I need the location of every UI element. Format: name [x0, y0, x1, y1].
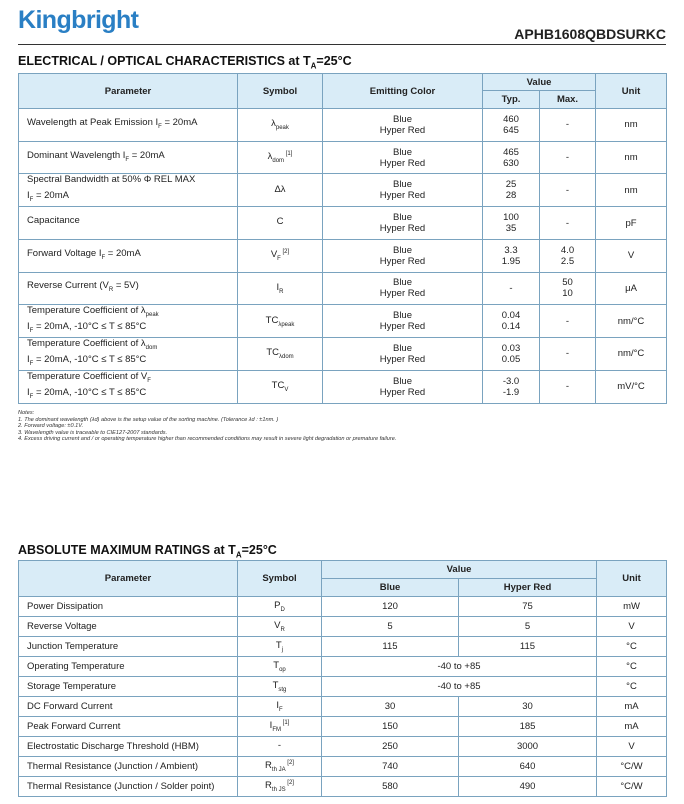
amr-unit-cell: V — [597, 617, 667, 637]
amr-table-row — [19, 717, 667, 737]
eo-max-cell: - — [540, 370, 596, 403]
amr-symbol-cell: $I_F$ — [238, 697, 322, 717]
eo-unit-cell: nm/°C — [596, 338, 667, 371]
header-divider — [18, 44, 666, 45]
eo-typ-cell: 3.3 1.95 — [483, 239, 540, 272]
parameter-line: Dominant Wavelength $I_F = 20mA$ — [27, 149, 165, 163]
eo-unit-cell: V — [596, 239, 667, 272]
eo-header-typ: Typ. — [483, 91, 540, 109]
note-3: 3. Wavelength value is traceable to CIE127-2007 standards. — [18, 429, 168, 436]
eo-table-row — [19, 305, 667, 338]
amr-table-row — [19, 777, 667, 797]
amr-table-row — [19, 697, 667, 717]
eo-typ-cell: 460 645 — [483, 109, 540, 142]
page-header — [18, 4, 666, 44]
eo-max-cell: - — [540, 338, 596, 371]
eo-max-cell: - — [540, 174, 596, 207]
eo-parameter-cell — [19, 370, 238, 403]
eo-header-max: Max. — [540, 91, 596, 109]
eo-color-cell: Blue Hyper Red — [323, 338, 483, 371]
part-number: APHB1608QBDSURKC — [514, 26, 666, 42]
parameter-line: Spectral Bandwidth at 50% Φ REL MAX — [27, 174, 196, 186]
eo-table-row — [19, 174, 667, 207]
eo-color-cell: Blue Hyper Red — [323, 239, 483, 272]
amr-unit-cell: mA — [597, 717, 667, 737]
amr-header-blue: Blue — [322, 579, 459, 597]
amr-header-parameter: Parameter — [19, 561, 238, 597]
eo-header-value: Value — [483, 74, 596, 91]
amr-red-cell: 185 — [459, 717, 597, 737]
amr-blue-cell: 5 — [322, 617, 459, 637]
amr-unit-cell: °C — [597, 637, 667, 657]
eo-parameter-cell — [19, 272, 238, 305]
eo-parameter-cell — [19, 338, 238, 371]
amr-value-merged-cell: -40 to +85 — [322, 677, 597, 697]
parameter-line: Wavelength at Peak Emission $I_F = 20mA$ — [27, 116, 198, 130]
amr-symbol-cell: $I_{FM}$ [1] — [238, 717, 322, 737]
amr-table-row — [19, 597, 667, 617]
amr-blue-cell: 115 — [322, 637, 459, 657]
eo-unit-cell: mV/°C — [596, 370, 667, 403]
parameter-line: Temperature Coefficient of $V_F$ — [27, 370, 151, 384]
eo-color-cell: Blue Hyper Red — [323, 174, 483, 207]
parameter-condition-line: $I_F = 20mA$, -10°C ≤ T ≤ 85°C — [27, 353, 147, 367]
eo-color-cell: Blue Hyper Red — [323, 272, 483, 305]
eo-color-cell: Blue Hyper Red — [323, 109, 483, 142]
eo-typ-cell: 25 28 — [483, 174, 540, 207]
amr-parameter-cell: DC Forward Current — [19, 697, 238, 717]
amr-table-row — [19, 757, 667, 777]
eo-color-cell: Blue Hyper Red — [323, 305, 483, 338]
amr-blue-cell: 740 — [322, 757, 459, 777]
amr-unit-cell: mW — [597, 597, 667, 617]
amr-parameter-cell: Reverse Voltage — [19, 617, 238, 637]
amr-parameter-cell: Power Dissipation — [19, 597, 238, 617]
parameter-condition-line: $I_F = 20mA$ — [27, 190, 69, 204]
amr-red-cell: 3000 — [459, 737, 597, 757]
eo-max-cell: 50 10 — [540, 272, 596, 305]
amr-unit-cell: °C — [597, 677, 667, 697]
eo-typ-cell: 0.04 0.14 — [483, 305, 540, 338]
amr-header-unit: Unit — [597, 561, 667, 597]
eo-parameter-cell — [19, 174, 238, 207]
amr-red-cell: 640 — [459, 757, 597, 777]
amr-symbol-cell: $R_{th JS}$ [2] — [238, 777, 322, 797]
amr-parameter-cell: Thermal Resistance (Junction / Ambient) — [19, 757, 238, 777]
amr-parameter-cell: Storage Temperature — [19, 677, 238, 697]
kingbright-logo: Kingbright — [18, 6, 139, 34]
eo-symbol-cell: Δλ — [238, 174, 323, 207]
eo-typ-cell: - — [483, 272, 540, 305]
eo-symbol-cell: $TC_V$ — [238, 370, 323, 403]
amr-section-title: ABSOLUTE MAXIMUM RATINGS at $T_A=25^\circ C$ — [18, 543, 277, 560]
absolute-maximum-ratings-table — [18, 560, 667, 797]
eo-unit-cell: μA — [596, 272, 667, 305]
parameter-line: Temperature Coefficient of $\lambda_{peak}$ — [27, 305, 159, 319]
amr-table-row — [19, 657, 667, 677]
eo-table-row — [19, 272, 667, 305]
amr-value-merged-cell: -40 to +85 — [322, 657, 597, 677]
note-2: 2. Forward voltage: ±0.1V. — [18, 423, 84, 430]
eo-symbol-cell: $\lambda_{dom}$ [1] — [238, 141, 323, 174]
eo-typ-cell: -3.0 -1.9 — [483, 370, 540, 403]
eo-color-cell: Blue Hyper Red — [323, 141, 483, 174]
eo-symbol-cell: $TC_{\lambda peak}$ — [238, 305, 323, 338]
eo-table-row — [19, 141, 667, 174]
eo-symbol-cell: $V_F$ [2] — [238, 239, 323, 272]
amr-red-cell: 30 — [459, 697, 597, 717]
parameter-line: Forward Voltage $I_F = 20mA$ — [27, 247, 141, 261]
eo-parameter-cell — [19, 141, 238, 174]
eo-table-row — [19, 239, 667, 272]
amr-unit-cell: °C — [597, 657, 667, 677]
eo-table-row — [19, 109, 667, 142]
amr-header-red: Hyper Red — [459, 579, 597, 597]
amr-red-cell: 5 — [459, 617, 597, 637]
parameter-line: Temperature Coefficient of $\lambda_{dom}$ — [27, 338, 158, 351]
amr-symbol-cell: $P_D$ — [238, 597, 322, 617]
eo-header-unit: Unit — [596, 74, 667, 109]
eo-typ-cell: 0.03 0.05 — [483, 338, 540, 371]
eo-max-cell: 4.0 2.5 — [540, 239, 596, 272]
eo-unit-cell: nm/°C — [596, 305, 667, 338]
eo-typ-cell: 100 35 — [483, 207, 540, 240]
eo-characteristics-table — [18, 73, 667, 404]
amr-table-row — [19, 737, 667, 757]
amr-parameter-cell: Junction Temperature — [19, 637, 238, 657]
amr-symbol-cell: $T_{op}$ — [238, 657, 322, 677]
amr-blue-cell: 30 — [322, 697, 459, 717]
eo-header-parameter: Parameter — [19, 74, 238, 109]
eo-section-title: ELECTRICAL / OPTICAL CHARACTERISTICS at $T_A=25^\circ C$ — [18, 54, 352, 71]
eo-header-color: Emitting Color — [323, 74, 483, 109]
eo-max-cell: - — [540, 207, 596, 240]
eo-symbol-cell: $\lambda_{peak}$ — [238, 109, 323, 142]
eo-parameter-cell — [19, 305, 238, 338]
eo-header-symbol: Symbol — [238, 74, 323, 109]
amr-symbol-cell: $T_j$ — [238, 637, 322, 657]
note-heading: Notes: — [18, 410, 35, 416]
amr-unit-cell: V — [597, 737, 667, 757]
eo-unit-cell: nm — [596, 109, 667, 142]
eo-parameter-cell — [19, 109, 238, 142]
eo-color-cell: Blue Hyper Red — [323, 370, 483, 403]
eo-unit-cell: pF — [596, 207, 667, 240]
eo-max-cell: - — [540, 109, 596, 142]
amr-parameter-cell: Electrostatic Discharge Threshold (HBM) — [19, 737, 238, 757]
amr-parameter-cell: Operating Temperature — [19, 657, 238, 677]
amr-blue-cell: 120 — [322, 597, 459, 617]
parameter-line: Capacitance — [27, 215, 80, 227]
eo-color-cell: Blue Hyper Red — [323, 207, 483, 240]
eo-parameter-cell — [19, 239, 238, 272]
eo-symbol-cell: $I_R$ — [238, 272, 323, 305]
amr-parameter-cell: Thermal Resistance (Junction / Solder point) — [19, 777, 238, 797]
eo-parameter-cell — [19, 207, 238, 240]
eo-table-row — [19, 370, 667, 403]
eo-typ-cell: 465 630 — [483, 141, 540, 174]
amr-red-cell: 75 — [459, 597, 597, 617]
amr-table-row — [19, 617, 667, 637]
parameter-condition-line: $I_F = 20mA$, -10°C ≤ T ≤ 85°C — [27, 321, 147, 334]
amr-blue-cell: 150 — [322, 717, 459, 737]
amr-parameter-cell: Peak Forward Current — [19, 717, 238, 737]
amr-symbol-cell: $V_R$ — [238, 617, 322, 637]
eo-max-cell: - — [540, 305, 596, 338]
eo-unit-cell: nm — [596, 174, 667, 207]
parameter-condition-line: $I_F = 20mA$, -10°C ≤ T ≤ 85°C — [27, 386, 147, 400]
amr-blue-cell: 580 — [322, 777, 459, 797]
amr-unit-cell: °C/W — [597, 757, 667, 777]
parameter-line: Reverse Current $(V_R = 5V)$ — [27, 280, 139, 294]
amr-red-cell: 490 — [459, 777, 597, 797]
amr-symbol-cell: $R_{th JA}$ [2] — [238, 757, 322, 777]
amr-symbol-cell: $T_{stg}$ — [238, 677, 322, 697]
note-1: 1. The dominant wavelength (λd) above is the setup value of the sorting machine. (Tolerance λd : ±1nm. ) — [18, 416, 279, 423]
amr-table-row — [19, 637, 667, 657]
amr-header-value: Value — [322, 561, 597, 579]
note-4: 4. Excess driving current and / or operating temperature higher than recommended conditions may result in severe light degradation or premature failure. — [18, 436, 397, 443]
amr-unit-cell: mA — [597, 697, 667, 717]
eo-max-cell: - — [540, 141, 596, 174]
amr-header-symbol: Symbol — [238, 561, 322, 597]
amr-table-row — [19, 677, 667, 697]
amr-red-cell: 115 — [459, 637, 597, 657]
amr-unit-cell: °C/W — [597, 777, 667, 797]
eo-symbol-cell: C — [238, 207, 323, 240]
eo-table-row — [19, 207, 667, 240]
eo-unit-cell: nm — [596, 141, 667, 174]
eo-table-row — [19, 338, 667, 371]
amr-symbol-cell: - — [238, 737, 322, 757]
amr-blue-cell: 250 — [322, 737, 459, 757]
eo-symbol-cell: $TC_{\lambda dom}$ — [238, 338, 323, 371]
eo-notes — [18, 410, 396, 443]
